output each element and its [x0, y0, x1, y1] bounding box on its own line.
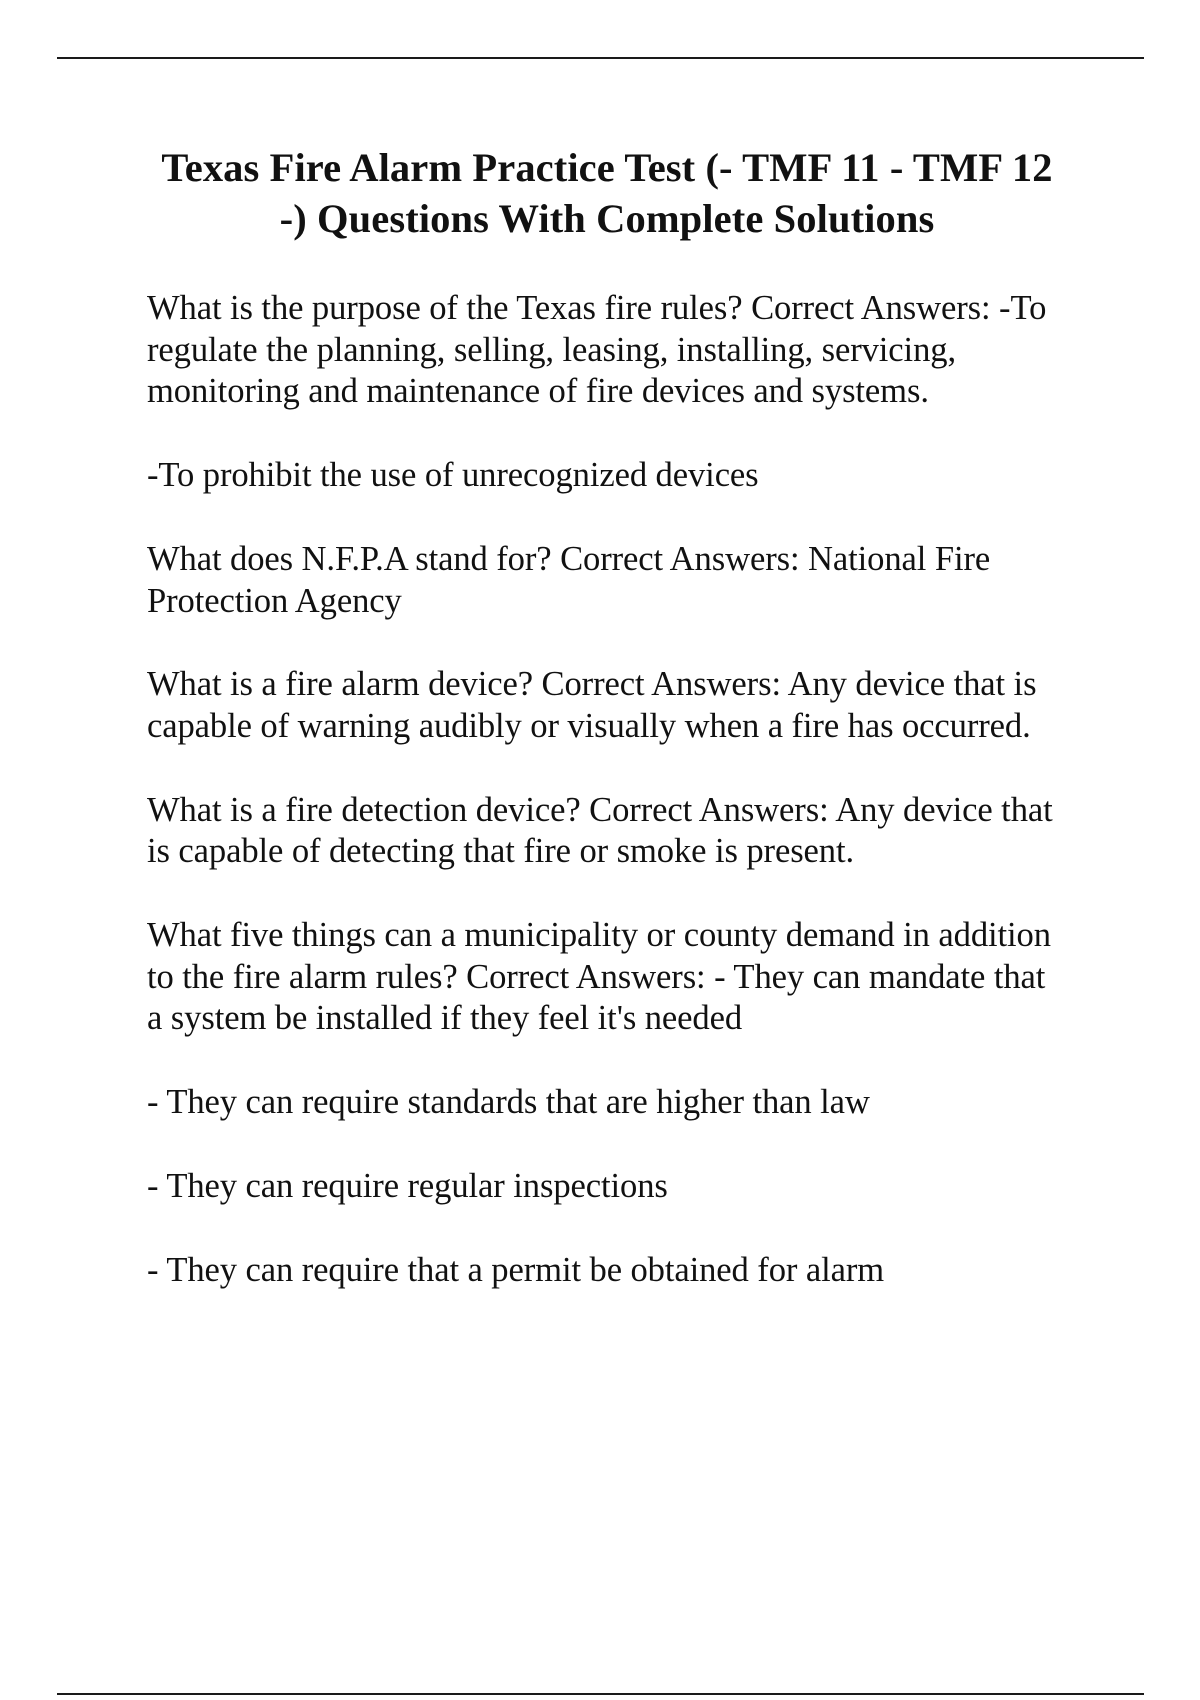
- qa-paragraph: - They can require that a permit be obtained for alarm: [147, 1250, 885, 1289]
- question-answer-list: [147, 288, 1067, 1291]
- qa-paragraph: - They can require standards that are higher than law: [147, 1083, 870, 1122]
- qa-paragraph: What is the purpose of the Texas fire rules? Correct Answers: -To regulate the planning, selling, leasing, installing, servicing, monitoring and maintenance of fire devices and systems.: [147, 289, 1047, 411]
- header-rule: [57, 57, 1144, 59]
- qa-paragraph: What is a fire alarm device? Correct Answers: Any device that is capable of warning audibly or visually when a fire has occurred.: [147, 665, 1037, 745]
- qa-paragraph: What does N.F.P.A stand for? Correct Answers: National Fire Protection Agency: [147, 539, 991, 620]
- qa-paragraph: What five things can a municipality or county demand in addition to the fire alarm rules? Correct Answers: - They can mandate that a system be installed if they feel it's needed: [147, 916, 1051, 1038]
- qa-paragraph: - They can require regular inspections: [147, 1166, 668, 1205]
- qa-paragraph: What is a fire detection device? Correct Answers: Any device that is capable of detecting that fire or smoke is present.: [147, 790, 1053, 871]
- document-title: Texas Fire Alarm Practice Test (- TMF 11 - TMF 12 -) Questions With Complete Solutions: [161, 145, 1053, 241]
- qa-paragraph: -To prohibit the use of unrecognized devices: [147, 456, 759, 495]
- document-page: [147, 142, 1067, 1333]
- footer-rule: [57, 1693, 1144, 1695]
